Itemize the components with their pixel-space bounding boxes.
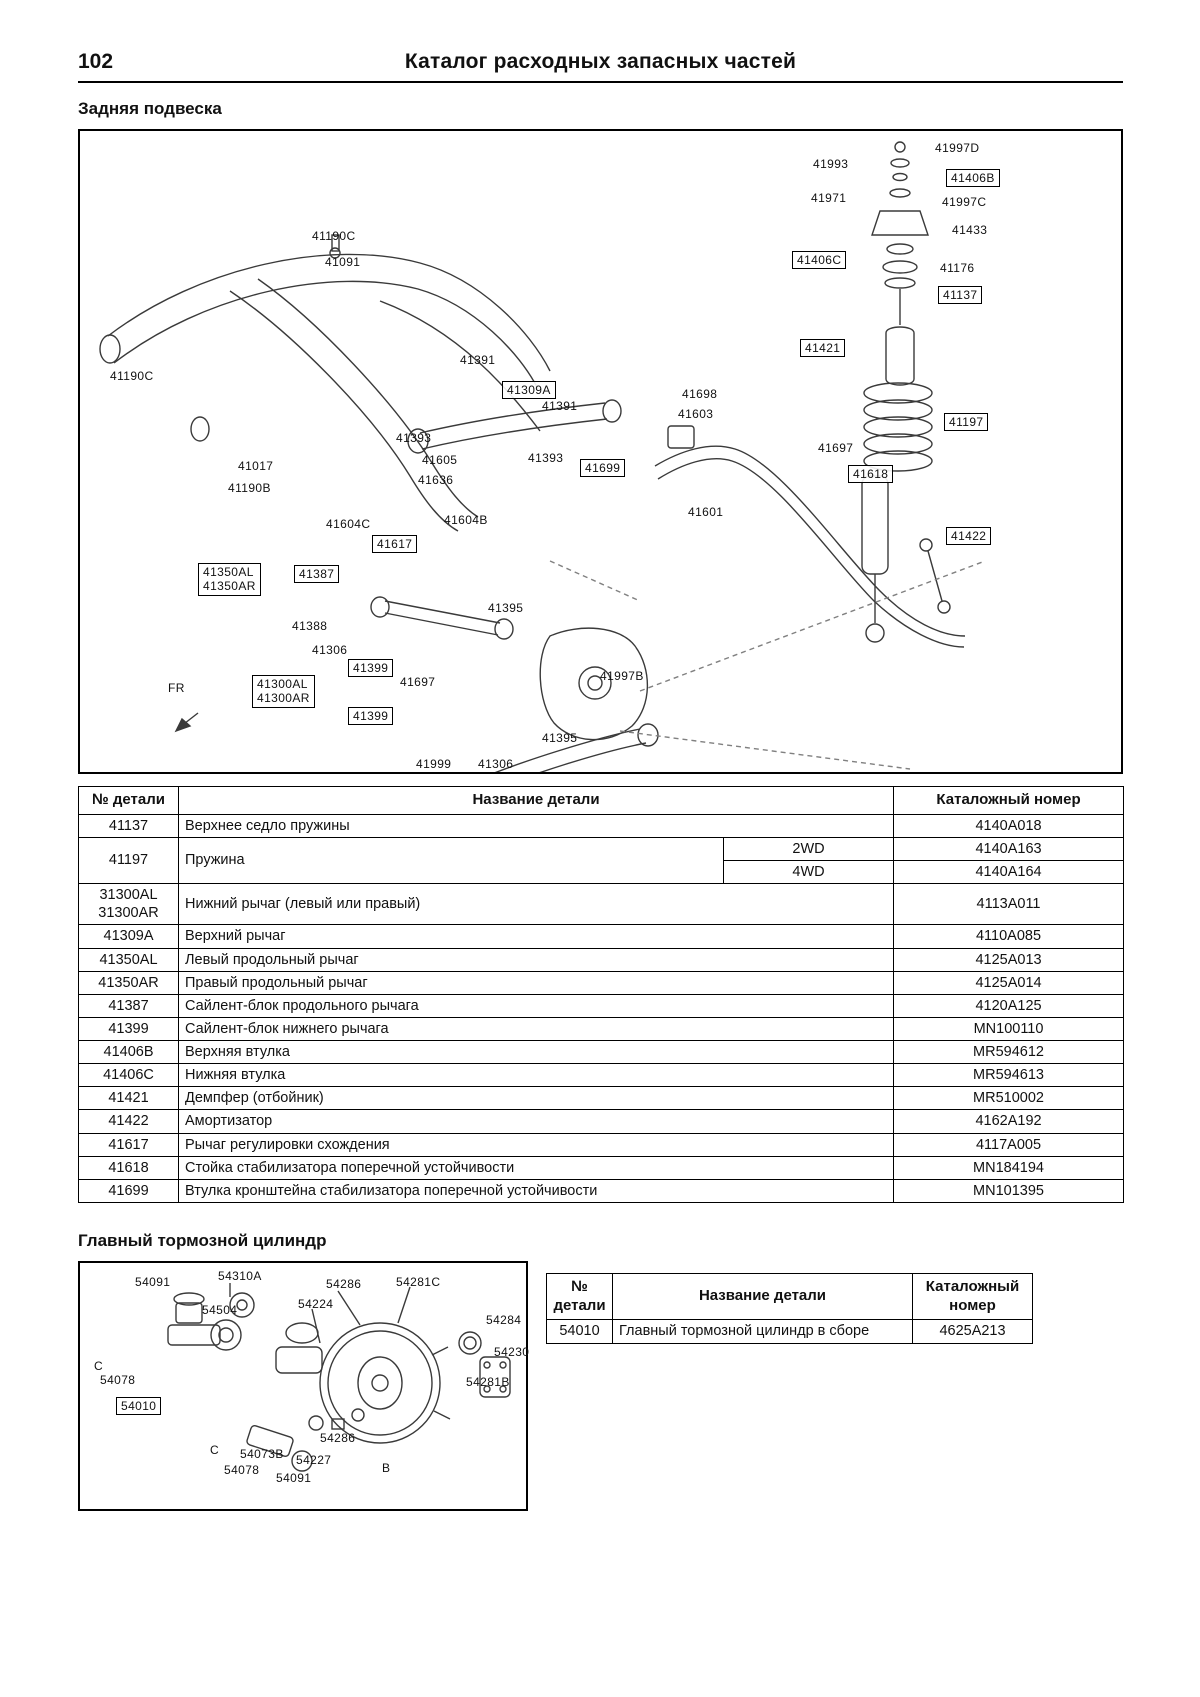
part-name-cell: Главный тормозной цилиндр в сборе: [613, 1320, 913, 1343]
part-label: 41306: [478, 757, 514, 771]
part-label: 41406C: [792, 251, 846, 269]
part-name-cell: Верхний рычаг: [179, 925, 894, 948]
part-name-cell: Рычаг регулировки схождения: [179, 1133, 894, 1156]
table-row: [547, 1320, 1033, 1343]
part-label: 54224: [298, 1296, 334, 1311]
rear-suspension-diagram: [78, 129, 1123, 774]
part-label: 41176: [940, 261, 975, 275]
part-number-cell: 41421: [79, 1087, 179, 1110]
part-label: 54078: [224, 1462, 260, 1477]
table-row: [79, 884, 1124, 925]
part-name-cell: Втулка кронштейна стабилизатора поперечной устойчивости: [179, 1179, 894, 1202]
part-number-cell: 41309A: [79, 925, 179, 948]
part-number-cell: 41137: [79, 814, 179, 837]
catalog-number-cell: MN100110: [894, 1017, 1124, 1040]
part-number-cell: 54010: [547, 1320, 613, 1343]
col-header-code: Каталожный номер: [913, 1273, 1033, 1320]
part-label: 41388: [292, 619, 328, 633]
part-label: 41999: [416, 757, 452, 771]
part-number-cell: 41399: [79, 1017, 179, 1040]
part-label: 41387: [294, 565, 339, 583]
catalog-number-cell: MN184194: [894, 1156, 1124, 1179]
part-label: FR: [168, 681, 185, 695]
table-header-row: [547, 1273, 1033, 1320]
col-header-part: № детали: [79, 787, 179, 815]
part-name-cell: Сайлент-блок продольного рычага: [179, 994, 894, 1017]
catalog-number-cell: 4120A125: [894, 994, 1124, 1017]
col-header-part: № детали: [547, 1273, 613, 1320]
part-name-cell: Сайлент-блок нижнего рычага: [179, 1017, 894, 1040]
part-name-cell: Левый продольный рычаг: [179, 948, 894, 971]
part-label: 41350AL 41350AR: [198, 563, 261, 596]
part-number-cell: 41617: [79, 1133, 179, 1156]
drive-variant-cell: 4WD: [724, 861, 894, 884]
part-label: 41300AL 41300AR: [252, 675, 315, 708]
part-name-cell: Нижняя втулка: [179, 1064, 894, 1087]
catalog-number-cell: 4140A163: [894, 837, 1124, 860]
col-header-code: Каталожный номер: [894, 787, 1124, 815]
catalog-number-cell: 4140A164: [894, 861, 1124, 884]
section-title-rear-suspension: Задняя подвеска: [78, 99, 222, 118]
part-label: 41017: [238, 459, 274, 473]
part-name-cell: Амортизатор: [179, 1110, 894, 1133]
part-number-cell: 41422: [79, 1110, 179, 1133]
part-label: 41605: [422, 453, 458, 467]
part-label: 41406B: [946, 169, 1000, 187]
part-label: 41993: [813, 157, 849, 171]
catalog-number-cell: MR594612: [894, 1041, 1124, 1064]
part-label: 41603: [678, 407, 714, 421]
part-label: 41698: [682, 387, 718, 401]
table-row: [79, 1041, 1124, 1064]
part-label: 41604B: [444, 513, 488, 527]
part-label: 41618: [848, 465, 893, 483]
table-row: [79, 1087, 1124, 1110]
part-number-cell: 41387: [79, 994, 179, 1017]
table-row: [79, 994, 1124, 1017]
part-label: 41997D: [935, 141, 980, 155]
page-number: 102: [78, 50, 114, 73]
section-title-master-cylinder: Главный тормозной цилиндр: [78, 1230, 327, 1250]
part-label: 41971: [811, 191, 847, 205]
part-label: B: [382, 1460, 391, 1475]
drive-variant-cell: 2WD: [724, 837, 894, 860]
part-label: 41422: [946, 527, 991, 545]
catalog-number-cell: 4162A192: [894, 1110, 1124, 1133]
col-header-name: Название детали: [179, 787, 894, 815]
part-number-cell: 41350AR: [79, 971, 179, 994]
part-number-cell: 41618: [79, 1156, 179, 1179]
part-label: 41309A: [502, 381, 556, 399]
table-row: [79, 814, 1124, 837]
rear-suspension-table-body: [79, 814, 1124, 1202]
part-label: 41399: [348, 659, 393, 677]
table-header-row: [79, 787, 1124, 815]
part-label: 54091: [135, 1274, 171, 1289]
table-row: [79, 1156, 1124, 1179]
catalog-number-cell: MN101395: [894, 1179, 1124, 1202]
part-label: 54091: [276, 1470, 312, 1485]
part-label: 41306: [312, 643, 348, 657]
table-row: [79, 971, 1124, 994]
page-title: Каталог расходных запасных частей: [404, 50, 797, 73]
part-label: 54310A: [218, 1268, 262, 1283]
page-header: [78, 50, 1123, 83]
part-label: 54010: [116, 1397, 161, 1415]
part-label: 41997C: [942, 195, 987, 209]
catalog-number-cell: 4125A013: [894, 948, 1124, 971]
part-number-cell: 31300AL 31300AR: [79, 884, 179, 925]
part-label: 41395: [542, 731, 578, 745]
catalog-number-cell: 4113A011: [894, 884, 1124, 925]
master-cylinder-diagram: [78, 1261, 528, 1511]
catalog-number-cell: 4125A014: [894, 971, 1124, 994]
part-label: 54281B: [466, 1374, 510, 1389]
part-label: 54504: [202, 1302, 238, 1317]
master-cylinder-section: [78, 1261, 1123, 1511]
catalog-number-cell: 4117A005: [894, 1133, 1124, 1156]
catalog-number-cell: MR594613: [894, 1064, 1124, 1087]
catalog-number-cell: 4110A085: [894, 925, 1124, 948]
part-name-cell: Стойка стабилизатора поперечной устойчивости: [179, 1156, 894, 1179]
catalog-number-cell: MR510002: [894, 1087, 1124, 1110]
table-row: [79, 925, 1124, 948]
part-name-cell: Верхнее седло пружины: [179, 814, 894, 837]
part-label: C: [210, 1442, 220, 1457]
part-label: 41399: [348, 707, 393, 725]
part-number-cell: 41699: [79, 1179, 179, 1202]
part-label: 41137: [938, 286, 982, 304]
table-row: [79, 948, 1124, 971]
part-label: 41697: [818, 441, 854, 455]
part-label: 41391: [460, 353, 496, 367]
table-row: [79, 1110, 1124, 1133]
part-label: 54286: [320, 1430, 356, 1445]
table-row: [79, 1133, 1124, 1156]
table-row: [79, 837, 1124, 860]
part-name-cell: Правый продольный рычаг: [179, 971, 894, 994]
part-label: 41091: [325, 255, 361, 269]
part-label: 41393: [396, 431, 432, 445]
part-label: 41190C: [312, 229, 356, 243]
master-cylinder-table: [546, 1273, 1033, 1344]
table-row: [79, 1017, 1124, 1040]
part-label: 41617: [372, 535, 417, 553]
part-label: 41393: [528, 451, 564, 465]
part-label: 41636: [418, 473, 454, 487]
part-number-cell: 41406C: [79, 1064, 179, 1087]
catalog-number-cell: 4625A213: [913, 1320, 1033, 1343]
part-label: 54078: [100, 1372, 136, 1387]
part-label: 54286: [326, 1276, 362, 1291]
part-label: 54281C: [396, 1274, 441, 1289]
col-header-name: Название детали: [613, 1273, 913, 1320]
part-number-cell: 41350AL: [79, 948, 179, 971]
table-row: [79, 1179, 1124, 1202]
part-label: 41604C: [326, 517, 371, 531]
catalog-number-cell: 4140A018: [894, 814, 1124, 837]
part-label: 41421: [800, 339, 845, 357]
part-name-cell: Демпфер (отбойник): [179, 1087, 894, 1110]
part-name-cell: Пружина: [179, 837, 724, 883]
part-label: 54073B: [240, 1446, 284, 1461]
part-label: 41391: [542, 399, 578, 413]
part-label: 41601: [688, 505, 724, 519]
part-label: C: [94, 1358, 104, 1373]
part-label: 41997B: [600, 669, 644, 683]
part-label: 41197: [944, 413, 988, 431]
part-label: 54230: [494, 1344, 530, 1359]
part-label: 54227: [296, 1452, 332, 1467]
part-name-cell: Верхняя втулка: [179, 1041, 894, 1064]
table-row: [79, 1064, 1124, 1087]
part-label: 41190C: [110, 369, 154, 383]
part-name-cell: Нижний рычаг (левый или правый): [179, 884, 894, 925]
part-label: 41697: [400, 675, 436, 689]
part-label: 41395: [488, 601, 524, 615]
rear-suspension-table: [78, 786, 1124, 1203]
part-label: 41433: [952, 223, 988, 237]
part-label: 54284: [486, 1312, 522, 1327]
part-label: 41190B: [228, 481, 271, 495]
part-number-cell: 41197: [79, 837, 179, 883]
part-label: 41699: [580, 459, 625, 477]
part-number-cell: 41406B: [79, 1041, 179, 1064]
